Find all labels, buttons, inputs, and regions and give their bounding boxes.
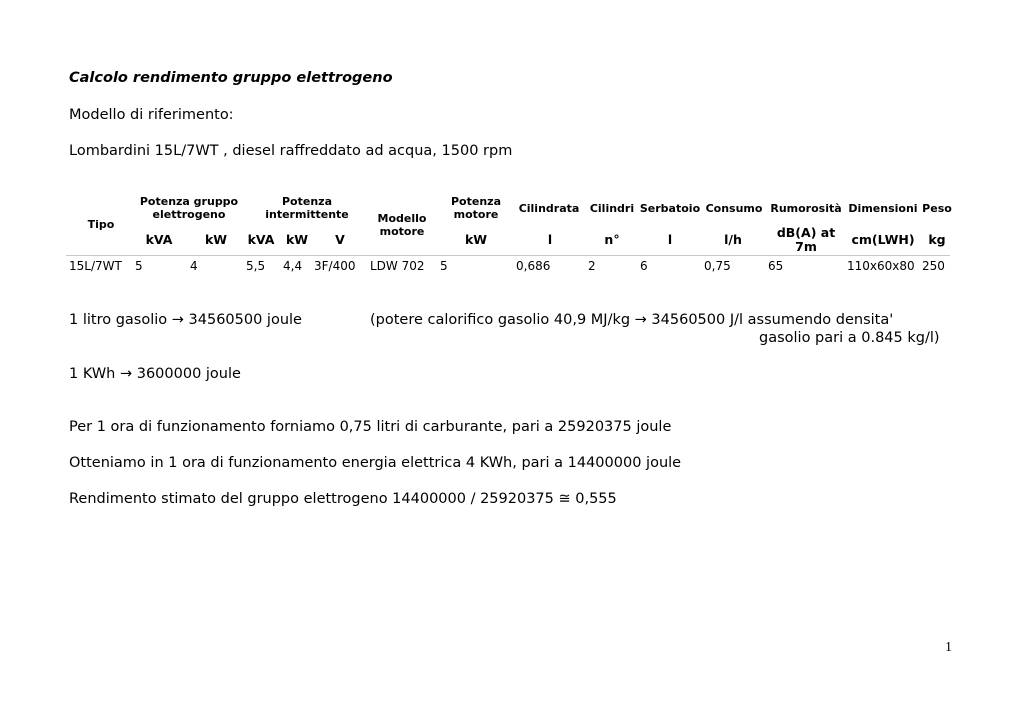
cell-tipo: 15L/7WT bbox=[69, 259, 122, 273]
unit-pi-kw: kW bbox=[285, 232, 309, 247]
header-dimensioni: Dimensioni bbox=[848, 202, 918, 215]
page-number: 1 bbox=[945, 640, 952, 655]
line-kwh: 1 KWh → 3600000 joule bbox=[69, 366, 241, 382]
unit-cilindri: n° bbox=[604, 232, 620, 247]
line-energia-elettrica: Otteniamo in 1 ora di funzionamento energia elettrica 4 KWh, pari a 14400000 joule bbox=[69, 455, 682, 471]
unit-pi-kva: kVA bbox=[247, 232, 275, 247]
header-rumorosita: Rumorosità bbox=[770, 202, 842, 215]
line-consumo-ora: Per 1 ora di funzionamento forniamo 0,75 litri di carburante, pari a 25920375 joule bbox=[69, 419, 672, 435]
line-potere-calorifico: (potere calorifico gasolio 40,9 MJ/kg → 34560500 J/l assumendo densita' bbox=[370, 312, 894, 328]
cell-dimensioni: 110x60x80 bbox=[847, 259, 915, 273]
cell-pg-kw: 4 bbox=[190, 259, 198, 273]
unit-pg-kva: kVA bbox=[145, 232, 173, 247]
unit-consumo: l/h bbox=[724, 232, 742, 247]
cell-rumorosita: 65 bbox=[768, 259, 784, 273]
cell-pi-v: 3F/400 bbox=[314, 259, 356, 273]
cell-pi-kw: 4,4 bbox=[283, 259, 303, 273]
table-divider bbox=[66, 255, 950, 256]
cell-modello: LDW 702 bbox=[370, 259, 425, 273]
cell-pi-kva: 5,5 bbox=[246, 259, 266, 273]
document-title: Calcolo rendimento gruppo elettrogeno bbox=[69, 70, 393, 86]
header-modello-motore: Modello motore bbox=[377, 212, 427, 238]
header-potenza-motore: Potenza motore bbox=[451, 195, 501, 221]
line-potere-calorifico-cont: gasolio pari a 0.845 kg/l) bbox=[759, 330, 940, 346]
header-consumo: Consumo bbox=[705, 202, 763, 215]
cell-pg-kva: 5 bbox=[135, 259, 143, 273]
header-potenza-gruppo: Potenza gruppo elettrogeno bbox=[139, 195, 239, 221]
header-tipo: Tipo bbox=[87, 218, 115, 231]
model-description: Lombardini 15L/7WT , diesel raffreddato ad acqua, 1500 rpm bbox=[69, 143, 513, 159]
unit-peso: kg bbox=[928, 232, 946, 247]
header-cilindri: Cilindri bbox=[589, 202, 635, 215]
header-cilindrata: Cilindrata bbox=[518, 202, 580, 215]
unit-dimensioni: cm(LWH) bbox=[851, 232, 915, 247]
cell-cilindrata: 0,686 bbox=[516, 259, 551, 273]
unit-pm-kw: kW bbox=[464, 232, 488, 247]
line-litro-gasolio: 1 litro gasolio → 34560500 joule bbox=[69, 312, 302, 328]
header-serbatoio: Serbatoio bbox=[639, 202, 701, 215]
spec-table bbox=[66, 190, 956, 280]
cell-consumo: 0,75 bbox=[704, 259, 731, 273]
cell-cilindri: 2 bbox=[588, 259, 596, 273]
unit-rumorosita: dB(A) at 7m bbox=[776, 225, 836, 254]
unit-serbatoio: l bbox=[667, 232, 673, 247]
unit-cilindrata: l bbox=[547, 232, 553, 247]
cell-peso: 250 bbox=[922, 259, 945, 273]
model-reference-label: Modello di riferimento: bbox=[69, 107, 234, 123]
header-peso: Peso bbox=[922, 202, 952, 215]
cell-serbatoio: 6 bbox=[640, 259, 648, 273]
line-rendimento: Rendimento stimato del gruppo elettrogeno 14400000 / 25920375 ≅ 0,555 bbox=[69, 491, 617, 507]
cell-pm-kw: 5 bbox=[440, 259, 448, 273]
header-potenza-intermittente: Potenza intermittente bbox=[265, 195, 349, 221]
unit-pg-kw: kW bbox=[204, 232, 228, 247]
unit-pi-v: V bbox=[335, 232, 345, 247]
